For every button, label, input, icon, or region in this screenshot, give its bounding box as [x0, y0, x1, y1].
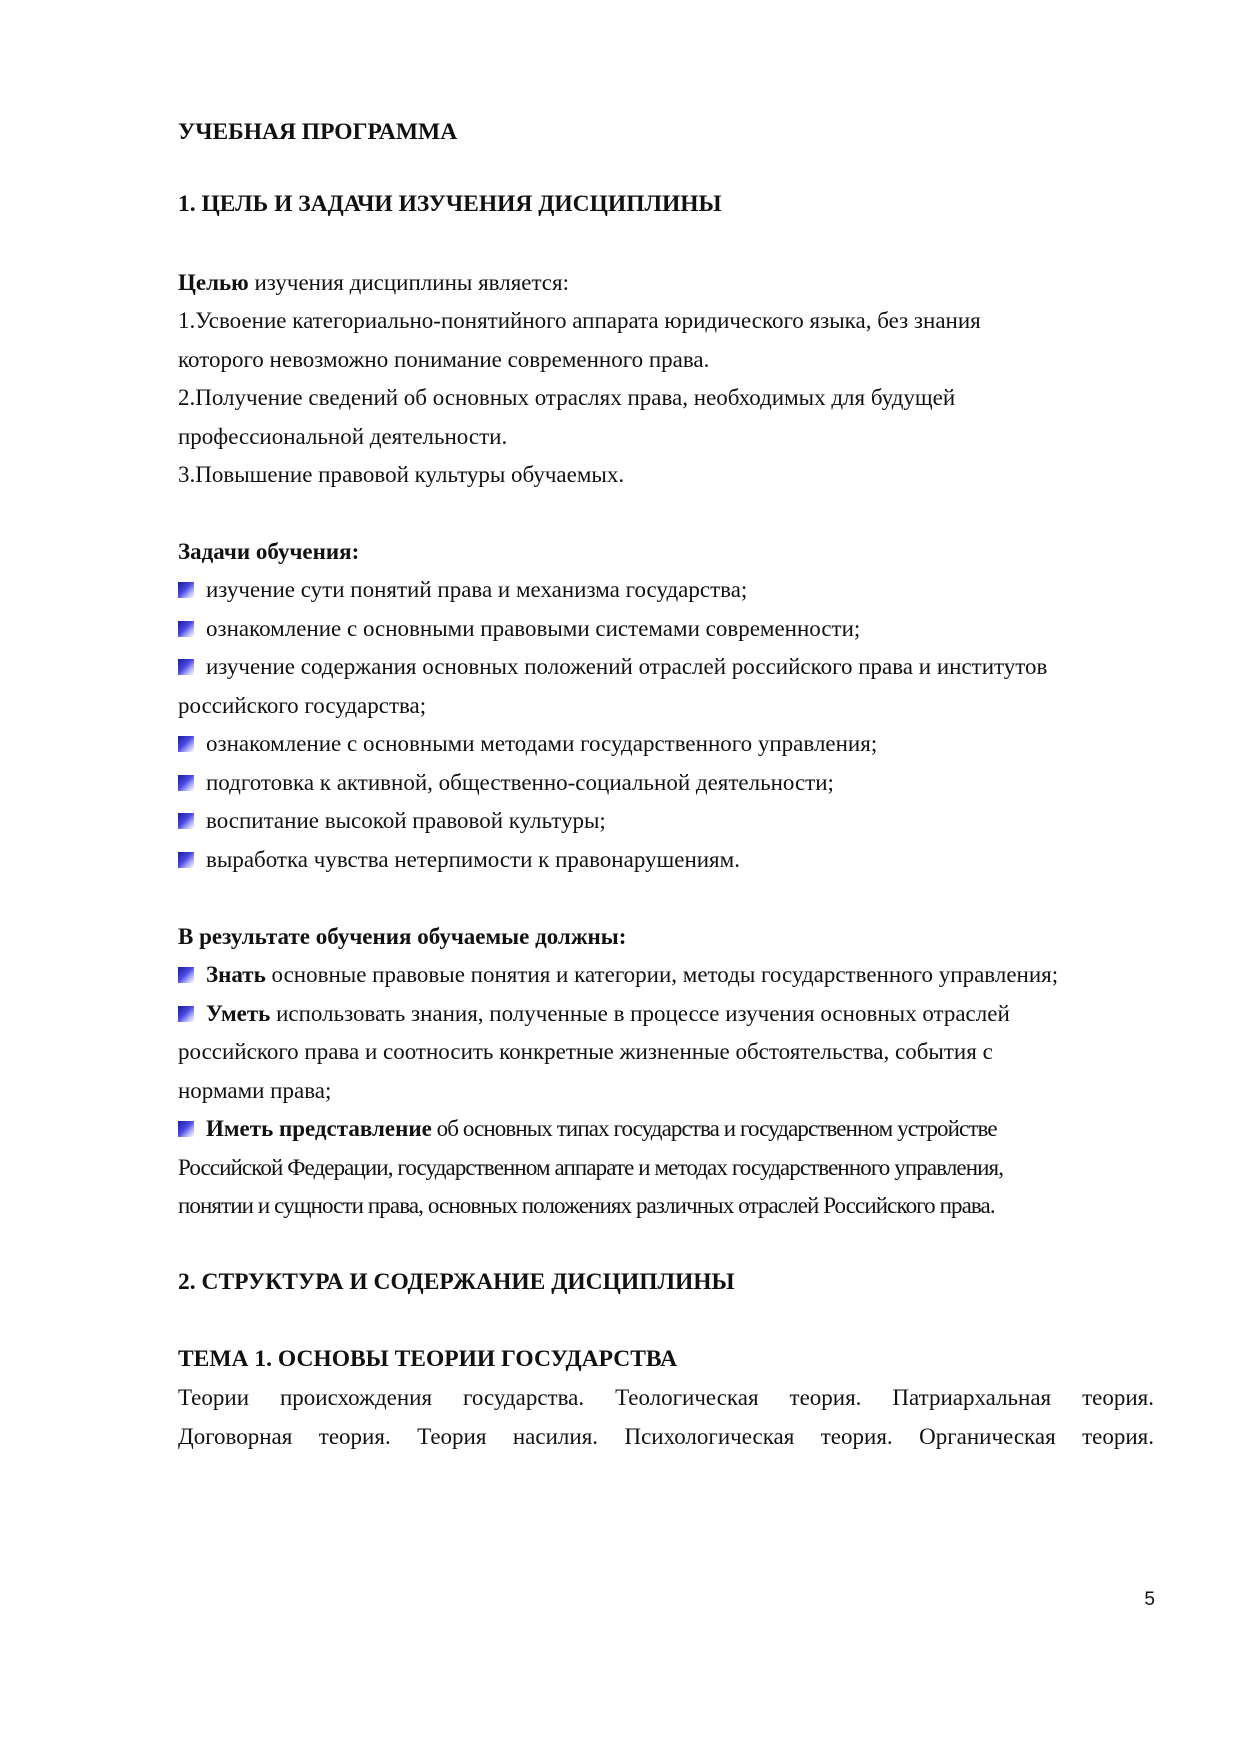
bullet-square-icon — [178, 621, 194, 637]
bullet-square-icon — [178, 1006, 194, 1022]
goal-label: Целью — [178, 270, 249, 295]
task-text: изучение содержания основных положений отраслей российского права и институтов — [206, 654, 1048, 679]
results-heading: В результате обучения обучаемые должны: — [178, 924, 627, 949]
task-text: ознакомление с основными правовыми системами современности; — [206, 616, 861, 641]
bullet-square-icon — [178, 775, 194, 791]
task-item — [178, 799, 1154, 842]
goal-intro-text: изучения дисциплины является: — [248, 270, 569, 295]
result-text: использовать знания, полученные в процессе изучения основных отраслей — [270, 1001, 1010, 1026]
topic-1-text-line: Договорная теория. Теория насилия. Психологическая теория. Органическая теория. — [178, 1424, 1154, 1449]
goal-line: которого невозможно понимание современного права. — [178, 347, 710, 372]
page-number: 5 — [1144, 1589, 1155, 1610]
result-item — [178, 1107, 1154, 1150]
result-label: Знать — [206, 962, 266, 987]
result-continuation: Российской Федерации, государственном аппарате и методах государственного управления, — [178, 1155, 1004, 1180]
result-text: об основных типах государства и государственном устройстве — [431, 1116, 997, 1141]
task-text: выработка чувства нетерпимости к правонарушениям. — [206, 847, 740, 872]
document-title: УЧЕБНАЯ ПРОГРАММА — [178, 119, 458, 145]
tasks-heading: Задачи обучения: — [178, 539, 360, 564]
task-item — [178, 761, 1154, 804]
task-item — [178, 722, 1154, 765]
goal-line: 3.Повышение правовой культуры обучаемых. — [178, 462, 625, 487]
task-item — [178, 838, 1154, 881]
task-text: ознакомление с основными методами государственного управления; — [206, 731, 878, 756]
task-text: подготовка к активной, общественно-социальной деятельности; — [206, 770, 834, 795]
result-continuation: российского права и соотносить конкретные жизненные обстоятельства, события с — [178, 1039, 993, 1064]
bullet-square-icon — [178, 1121, 194, 1137]
topic-1-text-line: Теории происхождения государства. Теологическая теория. Патриархальная теория. — [178, 1385, 1154, 1410]
task-item — [178, 645, 1154, 688]
goal-line: профессиональной деятельности. — [178, 424, 508, 449]
topic-1-heading: ТЕМА 1. ОСНОВЫ ТЕОРИИ ГОСУДАРСТВА — [178, 1346, 678, 1372]
goal-intro — [178, 261, 1154, 304]
result-item — [178, 992, 1154, 1035]
goal-line: 1.Усвоение категориально-понятийного аппарата юридического языка, без знания — [178, 308, 981, 333]
result-continuation: понятии и сущности права, основных положениях различных отраслей Российского права. — [178, 1193, 995, 1218]
section-2-heading: 2. СТРУКТУРА И СОДЕРЖАНИЕ ДИСЦИПЛИНЫ — [178, 1269, 735, 1295]
bullet-square-icon — [178, 582, 194, 598]
task-item — [178, 568, 1154, 611]
result-text: основные правовые понятия и категории, методы государственного управления; — [265, 962, 1059, 987]
bullet-square-icon — [178, 852, 194, 868]
task-text: воспитание высокой правовой культуры; — [206, 808, 606, 833]
bullet-square-icon — [178, 967, 194, 983]
task-text: изучение сути понятий права и механизма государства; — [206, 577, 748, 602]
task-item — [178, 607, 1154, 650]
goal-line: 2.Получение сведений об основных отраслях права, необходимых для будущей — [178, 385, 956, 410]
bullet-square-icon — [178, 813, 194, 829]
result-item — [178, 953, 1154, 996]
result-continuation: нормами права; — [178, 1078, 332, 1103]
result-label: Уметь — [206, 1001, 271, 1026]
section-1-heading: 1. ЦЕЛЬ И ЗАДАЧИ ИЗУЧЕНИЯ ДИСЦИПЛИНЫ — [178, 191, 722, 217]
bullet-square-icon — [178, 659, 194, 675]
result-label: Иметь представление — [206, 1116, 432, 1141]
bullet-square-icon — [178, 736, 194, 752]
task-continuation: российского государства; — [178, 693, 427, 718]
